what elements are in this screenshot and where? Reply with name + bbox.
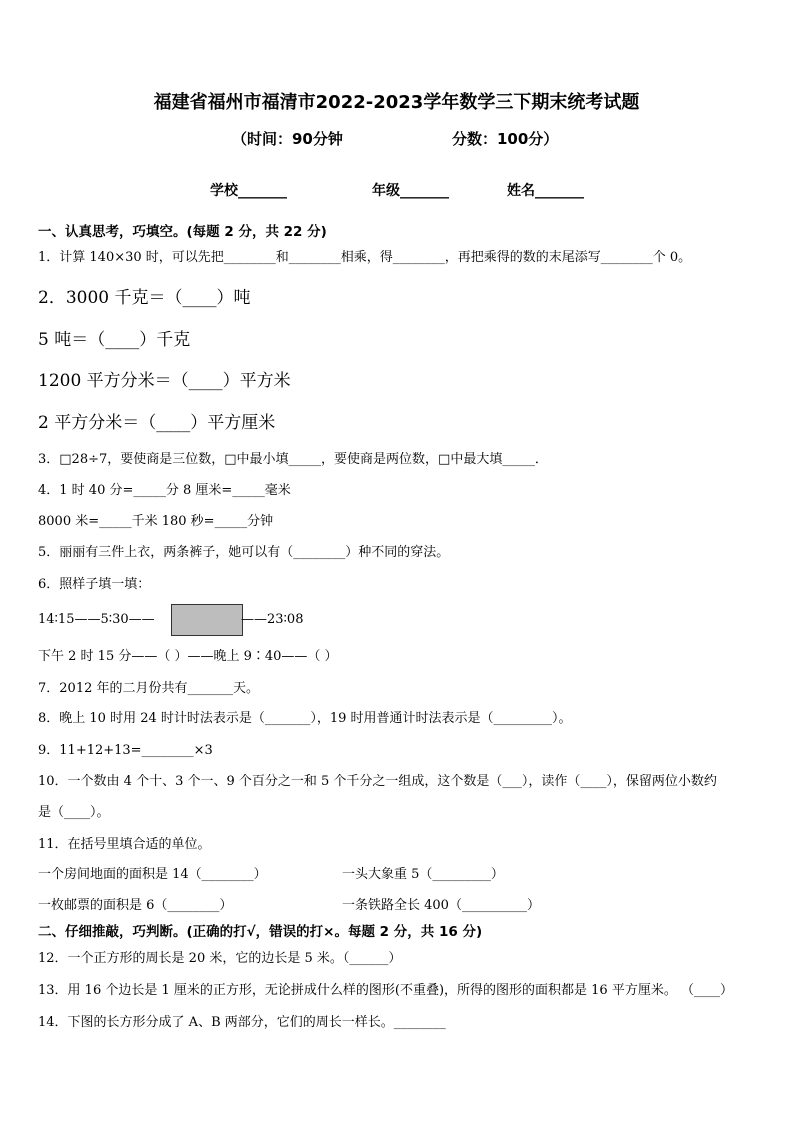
exam-title: 福建省福州市福清市2022-2023学年数学三下期末统考试题 [153, 92, 640, 113]
question-6-sequence-left: 14∶15——5∶30—— [38, 612, 155, 627]
exam-time: （时间：90分钟 [232, 130, 343, 148]
grade-field: 年级_______ [372, 183, 449, 199]
question-2c: 1200 平方分米＝（____）平方米 [38, 371, 291, 391]
question-7: 7．2012 年的二月份共有_______天。 [38, 681, 259, 696]
question-4b: 8000 米=_____千米 180 秒=_____分钟 [38, 514, 274, 529]
question-5: 5．丽丽有三件上衣，两条裤子，她可以有（________）种不同的穿法。 [38, 545, 450, 560]
question-13: 13．用 16 个边长是 1 厘米的正方形，无论拼成什么样的图形(不重叠)，所得的图形的面积都是 16 平方厘米。 （____） [38, 983, 733, 998]
section1-heading: 一、认真思考，巧填空。(每题 2 分，共 22 分) [38, 224, 327, 240]
school-field: 学校_______ [210, 183, 287, 199]
question-6-sequence-right: ——23∶08 [241, 612, 304, 627]
question-11a: 一个房间地面的面积是 14（________） [38, 867, 267, 882]
question-12: 12．一个正方形的周长是 20 米，它的边长是 5 米。（______） [38, 951, 402, 966]
question-6: 6．照样子填一填： [38, 577, 151, 592]
question-11b: 一头大象重 5（_________） [342, 867, 504, 882]
question-2a: 2．3000 千克＝（____）吨 [38, 288, 251, 308]
question-14: 14．下图的长方形分成了 A、B 两部分，它们的周长一样长。________ [38, 1015, 446, 1030]
question-11: 11．在括号里填合适的单位。 [38, 837, 211, 852]
exam-score: 分数：100分） [452, 130, 559, 148]
question-4a: 4．1 时 40 分=_____分 8 厘米=_____毫米 [38, 483, 291, 498]
question-8: 8．晚上 10 时用 24 时计时法表示是（_______），19 时用普通计时法表示是（_________）。 [38, 711, 572, 726]
question-10b: 是（____）。 [38, 805, 110, 820]
question-11d: 一条铁路全长 400（__________） [342, 898, 540, 913]
question-11c: 一枚邮票的面积是 6（________） [38, 898, 233, 913]
question-6b: 下午 2 时 15 分——（ ）——晚上 9∶40——（ ） [38, 649, 338, 664]
question-3: 3．□28÷7，要使商是三位数，□中最小填_____，要使商是两位数，□中最大填_____． [38, 452, 548, 467]
question-2b: 5 吨＝（____）千克 [38, 330, 191, 350]
section2-heading: 二、仔细推敲，巧判断。(正确的打√，错误的打×。每题 2 分，共 16 分) [38, 924, 483, 940]
question-10a: 10．一个数由 4 个十、3 个一、9 个百分之一和 5 个千分之一组成，这个数是（___），读作（____），保留两位小数约 [38, 774, 717, 789]
question-9: 9．11+12+13=________×3 [38, 743, 213, 758]
name-field: 姓名_______ [507, 183, 584, 199]
question-2d: 2 平方分米＝（____）平方厘米 [38, 413, 276, 433]
gray-answer-box [171, 604, 243, 636]
question-1: 1．计算 140×30 时，可以先把________和________相乘，得________，再把乘得的数的末尾添写________个 0。 [38, 250, 692, 265]
